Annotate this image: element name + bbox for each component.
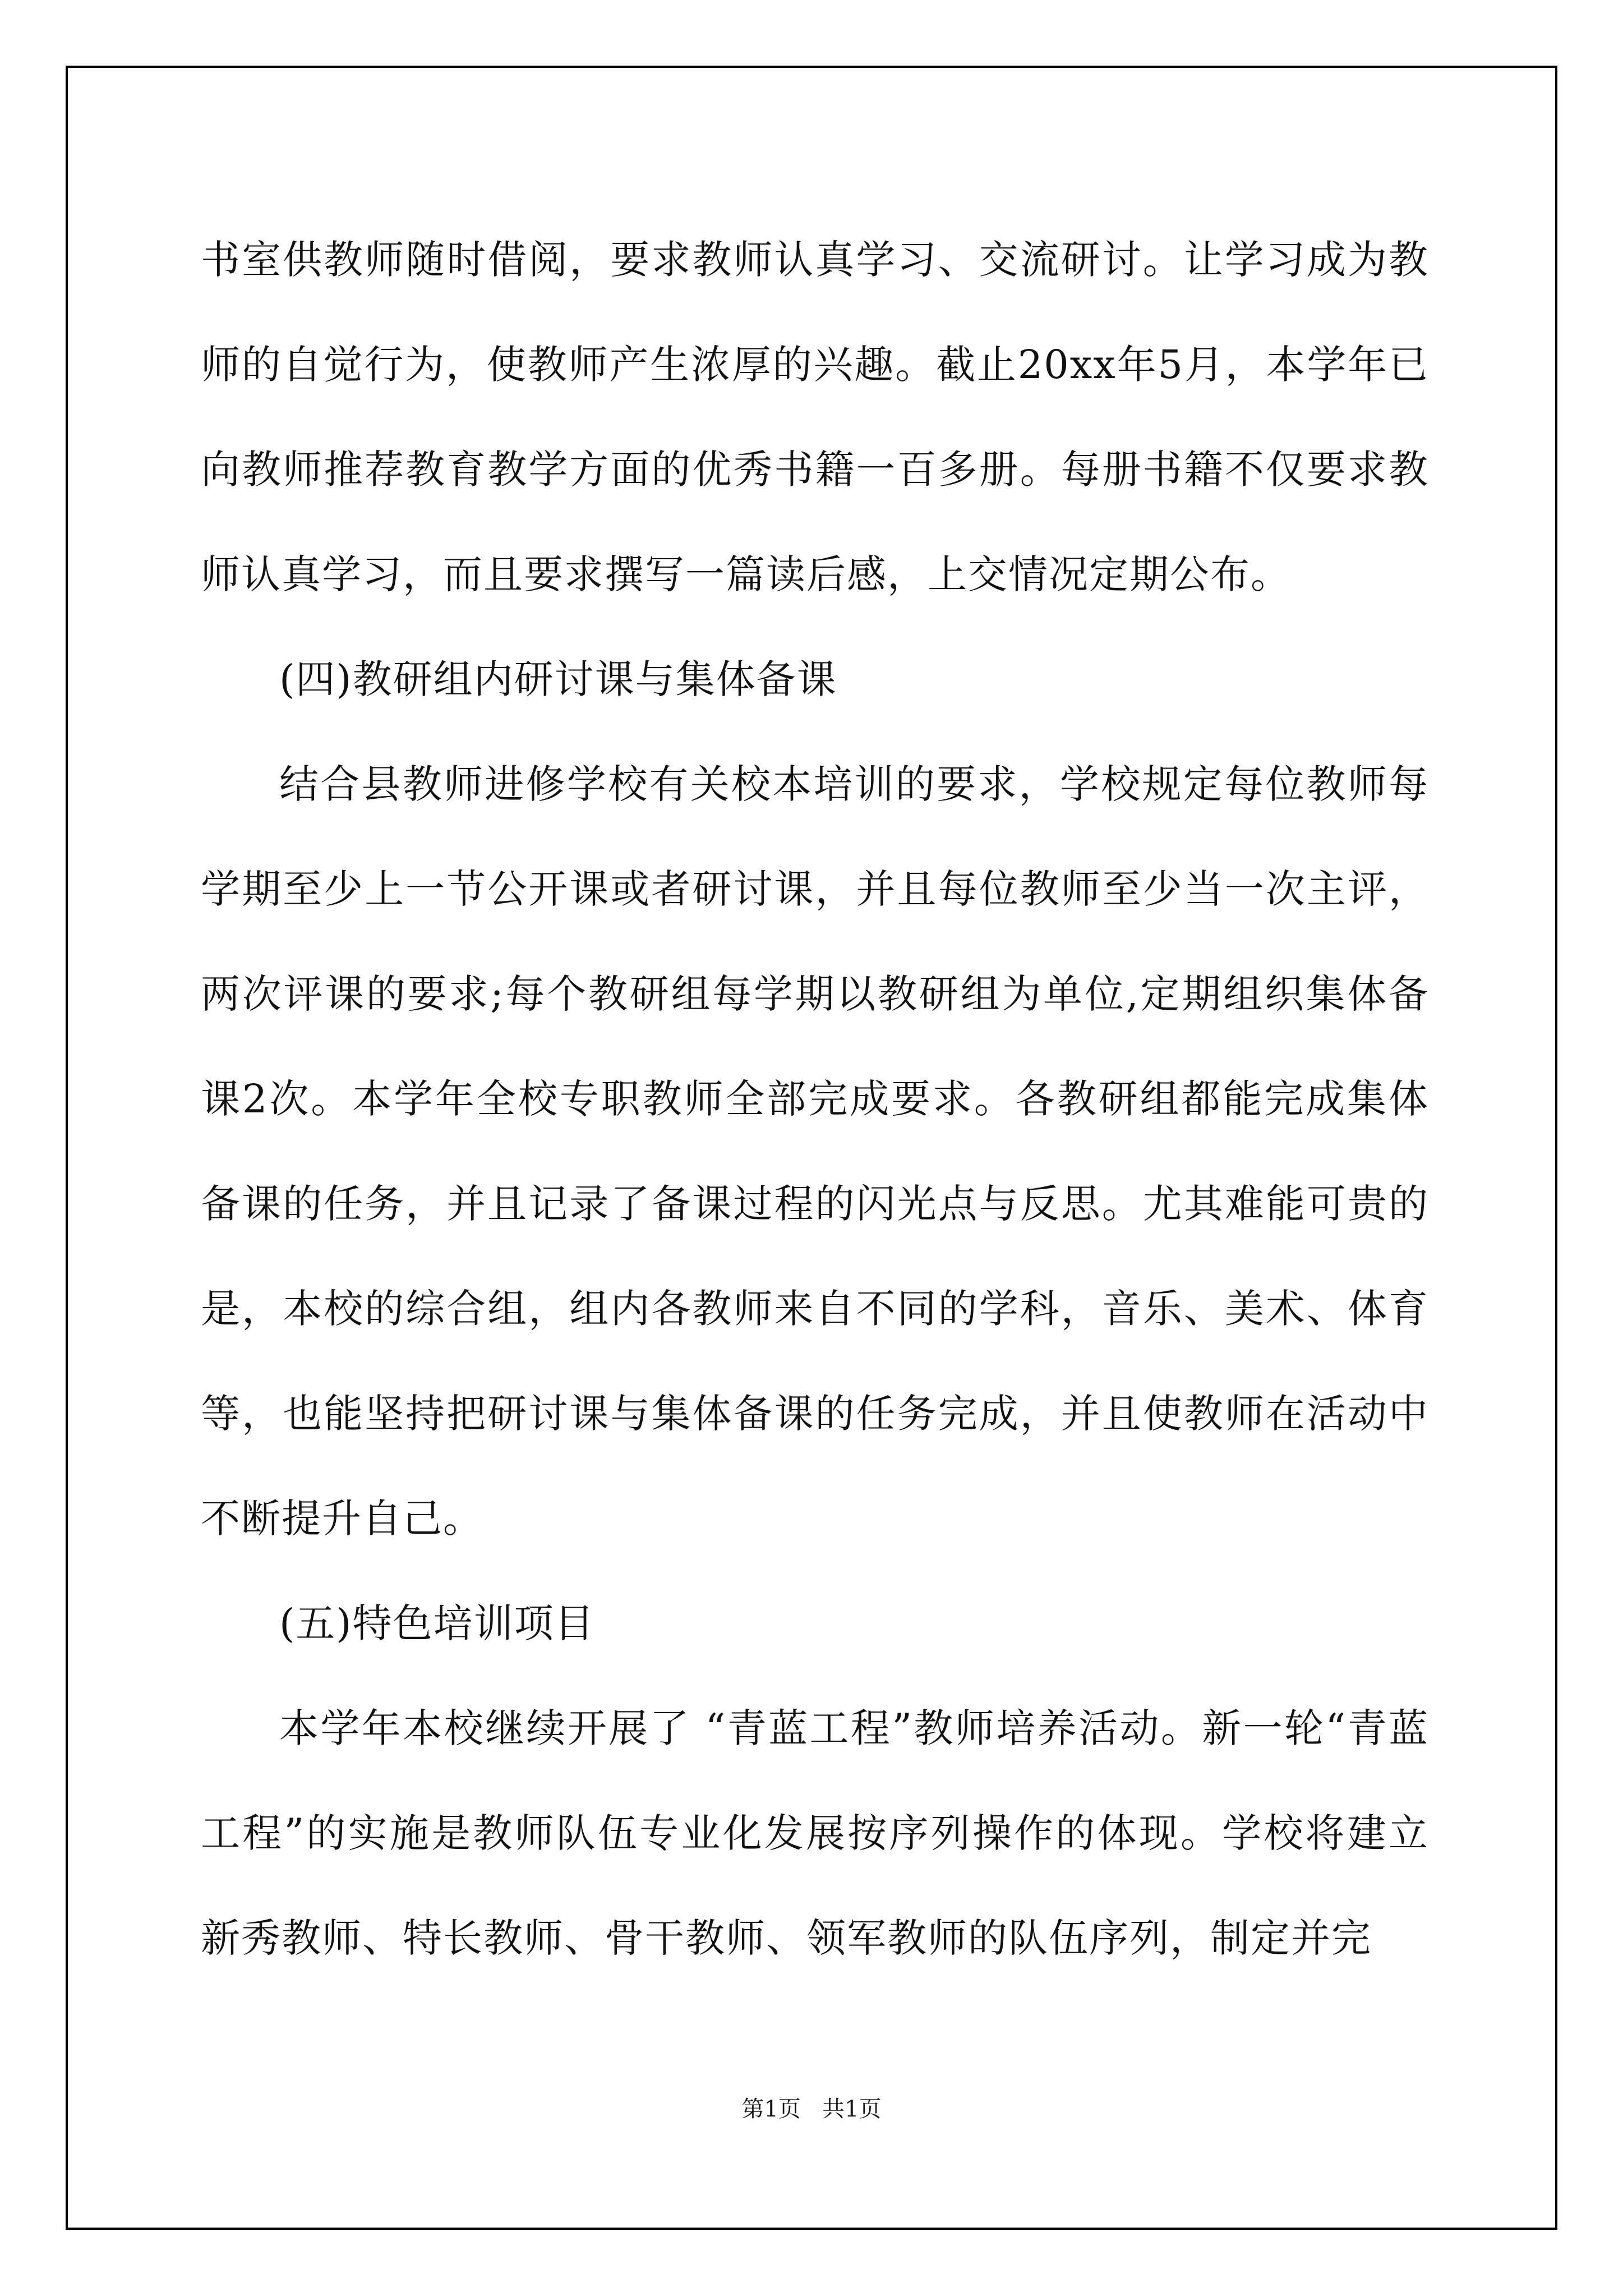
section-heading-4: (四)教研组内研讨课与集体备课 — [279, 656, 837, 702]
paragraph-continuation: 书室供教师随时借阅，要求教师认真学习、交流研讨。让学习成为教师的自觉行为，使教师产生浓厚的兴趣。截止20xx年5月，本学年已向教师推荐教育教学方面的优秀书籍一百多册。每册书籍不仅要求教师认真学习，而且要求撰写一篇读后感，上交情况定期公布。 — [201, 237, 1429, 597]
document-body — [201, 208, 1429, 1991]
paragraph-special-training: 本学年本校继续开展了 “青蓝工程”教师培养活动。新一轮“青蓝工程”的实施是教师队伍专业化发展按序列操作的体现。学校将建立新秀教师、特长教师、骨干教师、领军教师的队伍序列，制定并完 — [201, 1705, 1429, 1961]
section-heading-5: (五)特色培训项目 — [279, 1600, 595, 1646]
page-number-footer: 第1页 共1页 — [741, 2096, 882, 2122]
paragraph-teaching-research: 结合县教师进修学校有关校本培训的要求，学校规定每位教师每学期至少上一节公开课或者研讨课，并且每位教师至少当一次主评，两次评课的要求;每个教研组每学期以教研组为单位,定期组织集体备课2次。本学年全校专职教师全部完成要求。各教研组都能完成集体备课的任务，并且记录了备课过程的闪光点与反思。尤其难能可贵的是，本校的综合组，组内各教师来自不同的学科，音乐、美术、体育等，也能坚持把研讨课与集体备课的任务完成，并且使教师在活动中不断提升自己。 — [201, 761, 1429, 1542]
